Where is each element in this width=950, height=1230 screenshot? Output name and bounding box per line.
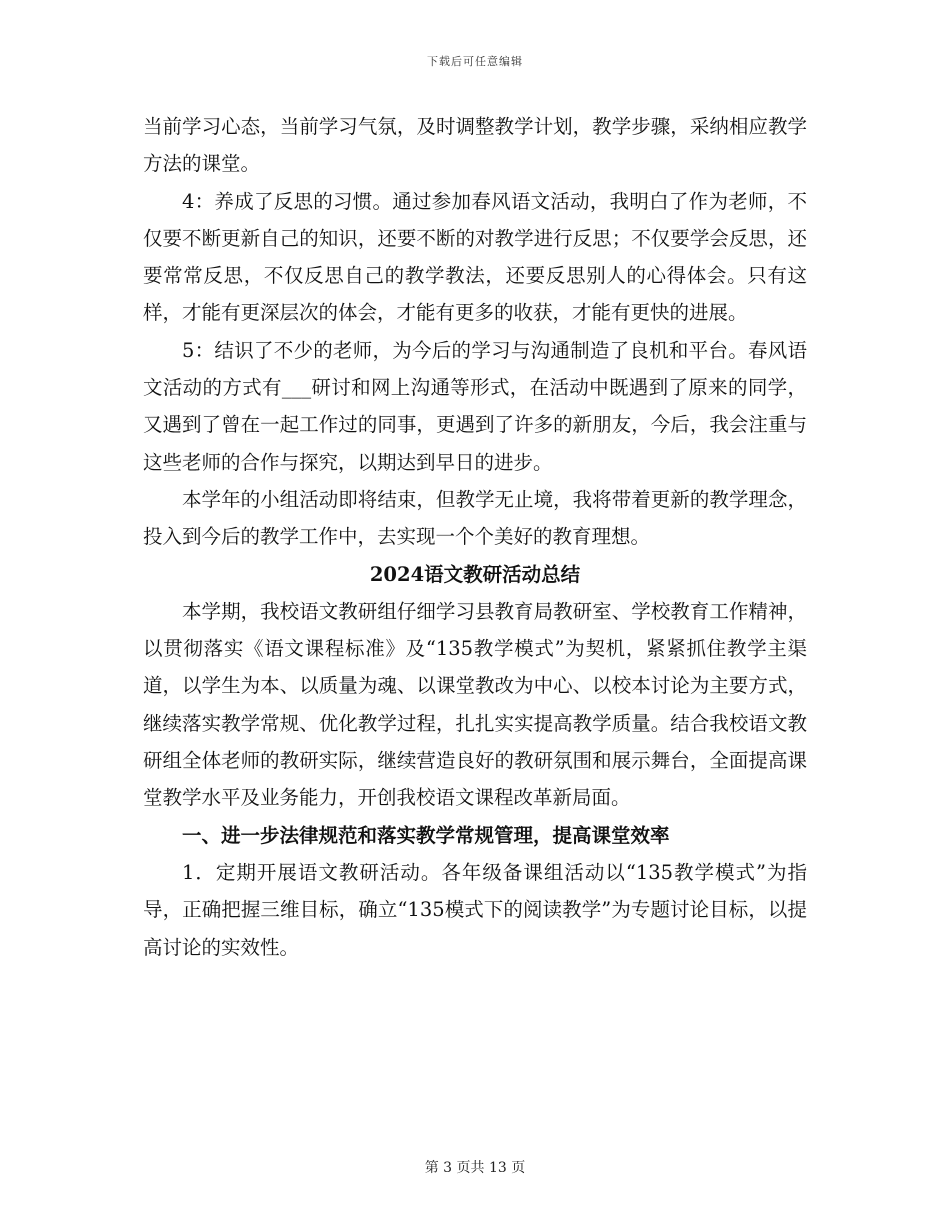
paragraph-section-item-1: 1．定期开展语文教研活动。各年级备课组活动以“135教学模式”为指导，正确把握三维目标，确立“135模式下的阅读教学”为专题讨论目标，以提高讨论的实效性。 [143, 860, 807, 959]
page-footer: 第 3 页共 13 页 [424, 1160, 526, 1176]
page-header: 下载后可任意编辑 [427, 55, 523, 68]
paragraph-point-5: 5：结识了不少的老师，为今后的学习与沟通制造了良机和平台。春风语文活动的方式有___研讨和网上沟通等形式，在活动中既遇到了原来的同学，又遇到了曾在一起工作过的同事，更遇到了许多的新朋友，今后，我会注重与这些老师的合作与探究，以期达到早日的进步。 [143, 338, 807, 474]
document-title: 2024语文教研活动总结 [369, 562, 581, 586]
paragraph-conclusion: 本学年的小组活动即将结束，但教学无止境，我将带着更新的教学理念，投入到今后的教学工作中，去实现一个个美好的教育理想。 [143, 487, 807, 549]
document-body [143, 108, 807, 966]
paragraph-point-4: 4：养成了反思的习惯。通过参加春风语文活动，我明白了作为老师，不仅要不断更新自己的知识，还要不断的对教学进行反思；不仅要学会反思，还要常常反思，不仅反思自己的教学教法，还要反思别人的心得体会。只有这样，才能有更深层次的体会，才能有更多的收获，才能有更快的进展。 [143, 189, 807, 325]
paragraph-intro: 本学期，我校语文教研组仔细学习县教育局教研室、学校教育工作精神，以贯彻落实《语文课程标准》及“135教学模式”为契机，紧紧抓住教学主渠道，以学生为本、以质量为魂、以课堂教改为中心、以校本讨论为主要方式，继续落实教学常规、优化教学过程，扎扎实实提高教学质量。结合我校语文教研组全体老师的教研实际，继续营造良好的教研氛围和展示舞台，全面提高课堂教学水平及业务能力，开创我校语文课程改革新局面。 [143, 599, 807, 810]
paragraph-continuation: 当前学习心态，当前学习气氛，及时调整教学计划，教学步骤，采纳相应教学方法的课堂。 [143, 115, 807, 176]
section-heading: 一、进一步法律规范和落实教学常规管理，提高课堂效率 [182, 823, 670, 847]
